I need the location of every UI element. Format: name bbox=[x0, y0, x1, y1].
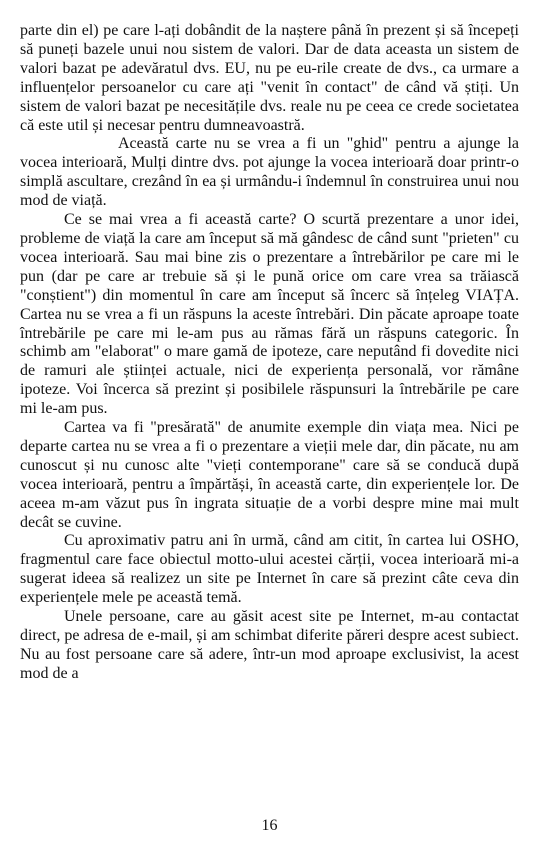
book-page bbox=[20, 22, 519, 822]
paragraph-examples: Cartea va fi "presărată" de anumite exemple din viața mea. Nici pe departe cartea nu se vrea a fi o prezentare a vieții mele dar, din păcate, nu am cunoscut și nu cunosc alte "vieți contemporane" care să se conducă după vocea interioară, pentru a împărtăși, în această carte, din experiențele lor. De aceea m-am văzut pus în ingrata situație de a vorbi despre mine mai mult decât se cuvine. bbox=[20, 419, 519, 531]
paragraph-guide: Această carte nu se vrea a fi un "ghid" pentru a ajunge la vocea interioară, Mulți dintre dvs. pot ajunge la vocea interioară doar printr-o simplă ascultare, crezând în ea și urmându-i îndemnul în construirea unui nou mod de viață. bbox=[20, 135, 519, 210]
paragraph-internet: Unele persoane, care au găsit acest site pe Internet, m-au contactat direct, pe adresa de e-mail, și am schimbat diferite păreri despre acest subiect. Nu au fost persoane care să adere, într-un mod aproape exclusivist, la acest mod de a bbox=[20, 608, 519, 682]
paragraph-continuation: parte din el) pe care l-ați dobândit de la naștere până în prezent și să începeți să puneți bazele unui nou sistem de valori. Dar de data aceasta un sistem de valori bazat pe adevăratul dvs. EU, nu pe eu-rile create de dvs., ca urmare a influențelor persoanelor cu care ați "venit în contact" de când vă știți. Un sistem de valori bazat pe necesitățile dvs. reale nu pe ceea ce crede societatea că este util și necesar pentru dumneavoastră. bbox=[20, 22, 519, 134]
paragraph-osho: Cu aproximativ patru ani în urmă, când am citit, în cartea lui OSHO, fragmentul care face obiectul motto-ului acestei cărții, vocea interioară mi-a sugerat ideea să realizez un site pe Internet în care să prezint câte ceva din experiențele mele pe această temă. bbox=[20, 532, 519, 607]
paragraph-purpose: Ce se mai vrea a fi această carte? O scurtă prezentare a unor idei, probleme de viață la care am început să mă gândesc de când sunt "prieten" cu vocea interioară. Sau mai bine zis o prezentare a întrebărilor pe care mi le pun (dar pe care ar trebuie să și le pună orice om care vrea sa trăiască "conștient") din momentul în care am început să încerc să înțeleg VIAȚA. Cartea nu se vrea a fi un răspuns la aceste întrebări. Din păcate aproape toate întrebările pe care mi le-am pus au rămas fără un răspuns categoric. În schimb am "elaborat" o mare gamă de ipoteze, care neputând fi dovedite nici de ramuri ale științei actuale, nici de experiența personală, vor rămâne ipoteze. Voi încerca să prezint și posibilele răspunsuri la întrebările pe care mi le-am pus. bbox=[20, 211, 519, 418]
page-number: 16 bbox=[261, 817, 278, 834]
